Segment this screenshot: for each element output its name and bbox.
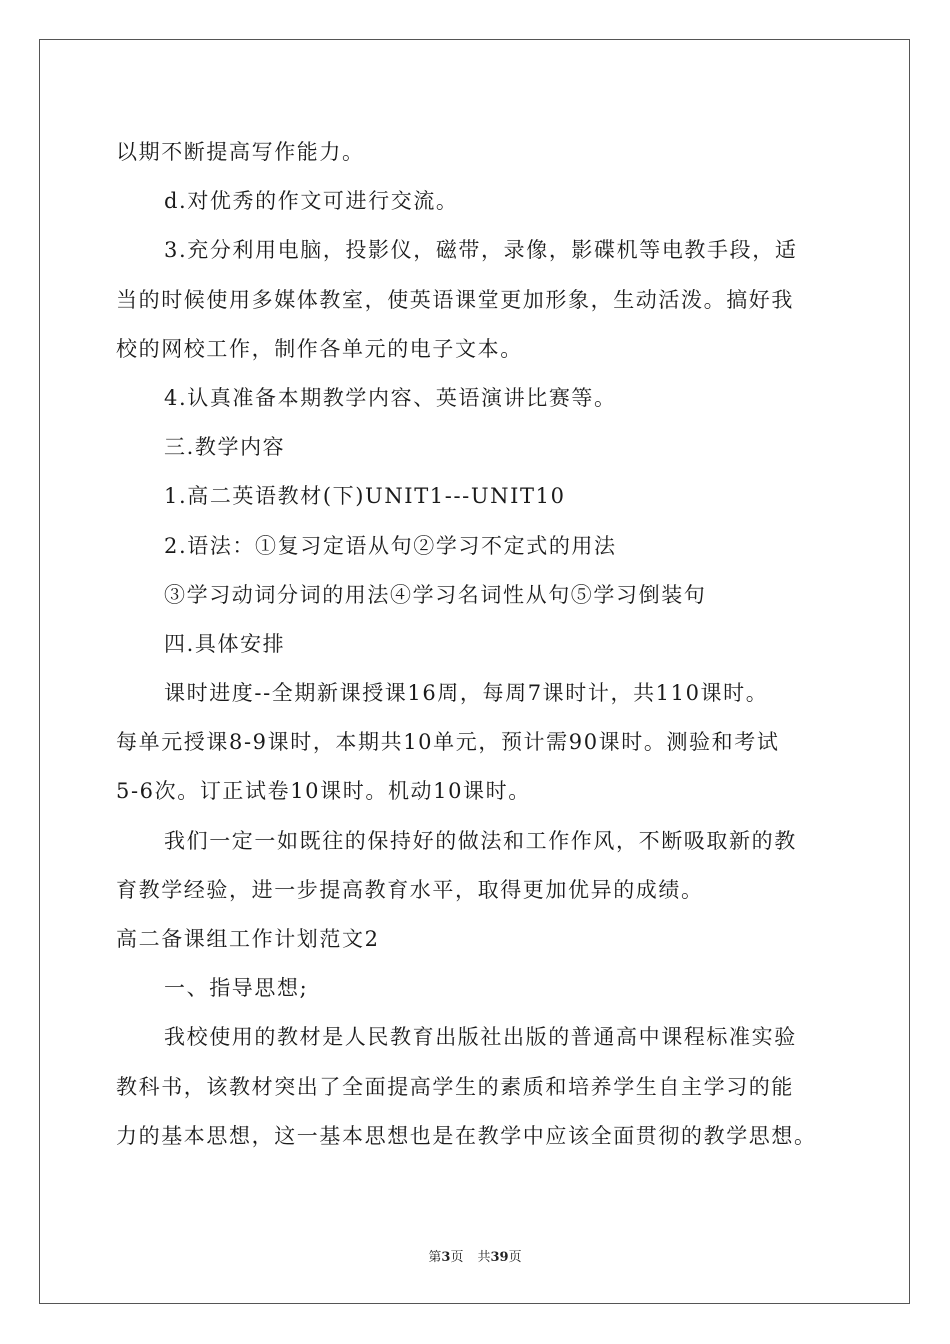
- text-line: 1.高二英语教材(下)UNIT1---UNIT10: [164, 484, 566, 509]
- footer-total-pages: 39: [490, 1250, 509, 1265]
- document-body: [116, 128, 840, 1161]
- text-line: d.对优秀的作文可进行交流。: [164, 189, 459, 214]
- text-line: 当的时候使用多媒体教室，使英语课堂更加形象，生动活泼。搞好我: [116, 287, 794, 312]
- text-line: 育教学经验，进一步提高教育水平，取得更加优异的成绩。: [116, 877, 704, 902]
- text-line: ③学习动词分词的用法④学习名词性从句⑤学习倒装句: [164, 582, 707, 607]
- text-line: 我校使用的教材是人民教育出版社出版的普通高中课程标准实验: [164, 1025, 797, 1050]
- text-line: 我们一定一如既往的保持好的做法和工作作风，不断吸取新的教: [164, 828, 797, 853]
- footer-total-suffix: 页: [508, 1250, 522, 1265]
- text-line: 教科书，该教材突出了全面提高学生的素质和培养学生自主学习的能: [116, 1074, 794, 1099]
- footer-page-number: 3: [441, 1250, 451, 1265]
- text-line: 高二备课组工作计划范文2: [116, 927, 380, 951]
- footer-page-suffix: 页: [450, 1250, 464, 1265]
- text-line: 每单元授课8-9课时，本期共10单元，预计需90课时。测验和考试: [116, 730, 780, 755]
- text-line: 力的基本思想，这一基本思想也是在教学中应该全面贯彻的教学思想。: [116, 1123, 817, 1148]
- footer-page-prefix: 第: [428, 1250, 442, 1265]
- text-line: 课时进度--全期新课授课16周，每周7课时计，共110课时。: [164, 681, 769, 706]
- text-line: 三.教学内容: [164, 435, 286, 460]
- text-line: 3.充分利用电脑，投影仪，磁带，录像，影碟机等电教手段，适: [164, 238, 798, 263]
- text-line: 5-6次。订正试卷10课时。机动10课时。: [116, 779, 531, 804]
- text-line: 以期不断提高写作能力。: [116, 140, 365, 164]
- text-line: 一、指导思想;: [164, 976, 309, 1001]
- text-line: 4.认真准备本期教学内容、英语演讲比赛等。: [164, 385, 617, 410]
- footer-total-prefix: 共: [477, 1250, 491, 1265]
- text-line: 2.语法：①复习定语从句②学习不定式的用法: [164, 533, 617, 558]
- text-line: 校的网校工作，制作各单元的电子文本。: [116, 336, 523, 361]
- text-line: 四.具体安排: [164, 631, 286, 656]
- page-footer: [0, 1246, 950, 1265]
